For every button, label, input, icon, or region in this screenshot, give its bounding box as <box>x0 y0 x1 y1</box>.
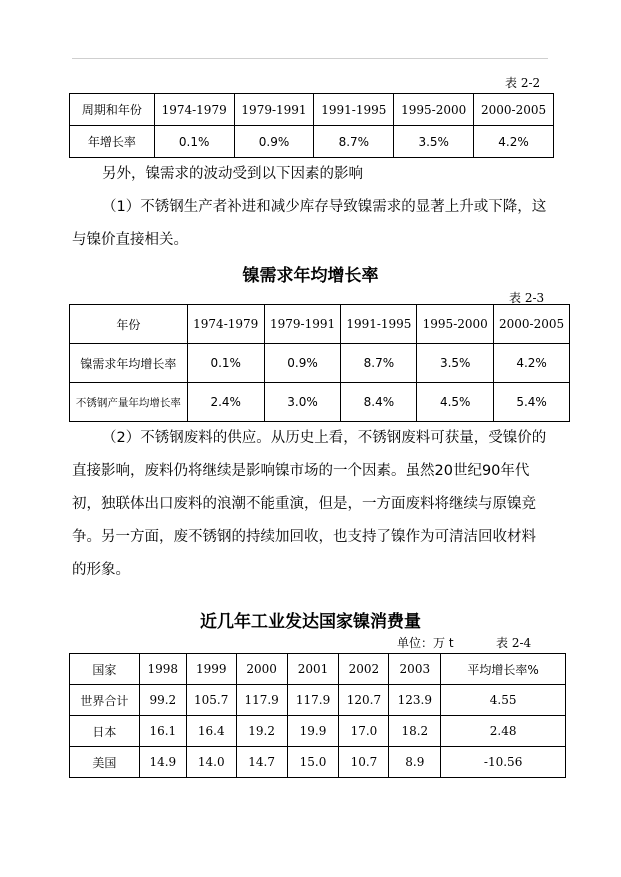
table-row <box>70 747 566 778</box>
table-cell: 16.1 <box>139 716 186 747</box>
table-row <box>70 685 566 716</box>
table-cell: 3.5% <box>417 344 494 383</box>
table-cell: 镍需求年均增长率 <box>70 344 188 383</box>
table-cell: 1995-2000 <box>394 94 474 126</box>
table-cell: 117.9 <box>287 685 339 716</box>
table-cell: 2000-2005 <box>494 305 570 344</box>
table-row <box>70 94 554 126</box>
table-cell: 99.2 <box>139 685 186 716</box>
table-cell: 平均增长率% <box>441 654 566 685</box>
table-cell: 2000-2005 <box>474 94 554 126</box>
table-cell: 2001 <box>287 654 339 685</box>
table-row <box>70 383 570 422</box>
table-cell: 17.0 <box>339 716 389 747</box>
table-cell: 1995-2000 <box>417 305 494 344</box>
table-cell: 10.7 <box>339 747 389 778</box>
table-cell: 105.7 <box>186 685 236 716</box>
table-cell: 国家 <box>70 654 140 685</box>
table-cell: 5.4% <box>494 383 570 422</box>
table-2-2 <box>69 93 554 158</box>
table-cell: 8.7% <box>314 126 394 158</box>
table-cell: 1979-1991 <box>264 305 341 344</box>
table-row <box>70 654 566 685</box>
table-cell: 周期和年份 <box>70 94 155 126</box>
table-cell: 1991-1995 <box>314 94 394 126</box>
table-cell: 8.7% <box>341 344 417 383</box>
table-cell: 4.5% <box>417 383 494 422</box>
table-cell: 4.2% <box>474 126 554 158</box>
table-cell: 2003 <box>389 654 441 685</box>
table-cell: 1999 <box>186 654 236 685</box>
table-cell: 16.4 <box>186 716 236 747</box>
table-cell: 8.9 <box>389 747 441 778</box>
table-cell: -10.56 <box>441 747 566 778</box>
paragraph-intro: 另外，镍需求的波动受到以下因素的影响 <box>102 166 363 182</box>
header-rule <box>72 58 548 59</box>
paragraph-factor-1: （1）不锈钢生产者补进和减少库存导致镍需求的显著上升或下降，这与镍价直接相关。 <box>72 199 547 248</box>
table-2-3 <box>69 304 570 422</box>
table-2-4-label: 表 2-4 <box>496 636 532 650</box>
table-cell: 4.55 <box>441 685 566 716</box>
paragraph-factor-2: （2）不锈钢废料的供应。从历史上看，不锈钢废料可获量，受镍价的直接影响，废料仍将继续是影响镍市场的一个因素。虽然20世纪90年代初，独联体出口废料的浪潮不能重演，但是，一方面废料将继续与原镍竞争。另一方面，废不锈钢的持续加回收，也支持了镍作为可清洁回收材料的形象。 <box>72 430 547 578</box>
table-row <box>70 126 554 158</box>
table-2-4 <box>69 653 566 778</box>
table-cell: 4.2% <box>494 344 570 383</box>
table-cell: 2.48 <box>441 716 566 747</box>
table-cell: 美国 <box>70 747 140 778</box>
table-cell: 3.0% <box>264 383 341 422</box>
table-cell: 1998 <box>139 654 186 685</box>
table-cell: 14.7 <box>236 747 287 778</box>
table-row <box>70 344 570 383</box>
table-cell: 1974-1979 <box>154 94 234 126</box>
table-cell: 19.9 <box>287 716 339 747</box>
table-cell: 18.2 <box>389 716 441 747</box>
table-cell: 不锈钢产量年均增长率 <box>70 383 188 422</box>
table-cell: 123.9 <box>389 685 441 716</box>
table-cell: 120.7 <box>339 685 389 716</box>
table-cell: 年份 <box>70 305 188 344</box>
table-cell: 1974-1979 <box>187 305 264 344</box>
table-cell: 0.9% <box>234 126 314 158</box>
table-2-4-unit: 单位：万 t <box>397 636 454 650</box>
table-2-3-title: 镍需求年均增长率 <box>242 266 379 286</box>
table-2-2-label: 表 2-2 <box>505 76 541 90</box>
table-cell: 117.9 <box>236 685 287 716</box>
table-2-3-label: 表 2-3 <box>509 291 545 305</box>
table-cell: 0.9% <box>264 344 341 383</box>
table-cell: 2.4% <box>187 383 264 422</box>
table-cell: 3.5% <box>394 126 474 158</box>
table-cell: 8.4% <box>341 383 417 422</box>
table-row <box>70 305 570 344</box>
table-cell: 1991-1995 <box>341 305 417 344</box>
table-row <box>70 716 566 747</box>
table-cell: 15.0 <box>287 747 339 778</box>
table-cell: 年增长率 <box>70 126 155 158</box>
table-cell: 19.2 <box>236 716 287 747</box>
table-cell: 2000 <box>236 654 287 685</box>
table-cell: 2002 <box>339 654 389 685</box>
table-cell: 14.9 <box>139 747 186 778</box>
table-cell: 日本 <box>70 716 140 747</box>
table-cell: 世界合计 <box>70 685 140 716</box>
table-cell: 0.1% <box>154 126 234 158</box>
table-cell: 14.0 <box>186 747 236 778</box>
table-cell: 0.1% <box>187 344 264 383</box>
table-2-4-title: 近几年工业发达国家镍消费量 <box>200 612 421 632</box>
table-cell: 1979-1991 <box>234 94 314 126</box>
